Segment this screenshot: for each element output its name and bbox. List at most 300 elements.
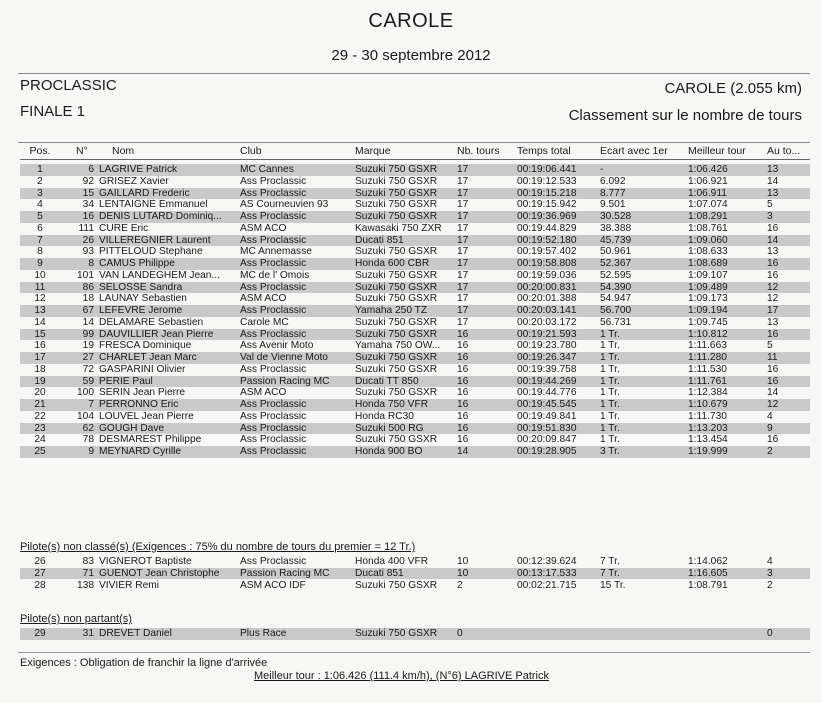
cell-temps: 00:13:17.533: [517, 567, 577, 579]
cell-num: 31: [82, 628, 94, 639]
cell-club: ASM ACO: [240, 293, 287, 305]
table-row: [20, 293, 810, 305]
cell-ecart: 1 Tr.: [600, 422, 620, 434]
table-row: [20, 376, 810, 388]
table-header: [20, 146, 810, 160]
cell-pos: 10: [34, 269, 46, 281]
cell-autour: 4: [767, 556, 773, 567]
cell-nom: DAUVILLIER Jean Pierre: [99, 328, 214, 340]
cell-tours: 17: [457, 316, 469, 328]
cell-autour: 16: [767, 363, 779, 375]
cell-temps: 00:19:44.829: [517, 222, 577, 234]
cell-tours: 10: [457, 567, 469, 579]
cell-pos: 4: [37, 199, 43, 211]
cell-autour: 16: [767, 258, 779, 269]
ranking-label: Classement sur le nombre de tours: [568, 107, 802, 124]
cell-marque: Honda RC30: [355, 410, 414, 422]
cell-club: Ass Proclassic: [240, 258, 307, 269]
table-row: [20, 235, 810, 247]
cell-autour: 17: [767, 305, 779, 316]
table-row: [20, 258, 810, 270]
cell-autour: 9: [767, 422, 773, 434]
cell-pos: 8: [37, 246, 43, 258]
cell-club: Plus Race: [240, 628, 287, 639]
table-row: [20, 317, 810, 329]
cell-autour: 5: [767, 340, 773, 352]
table-row: [20, 556, 810, 568]
cell-pos: 2: [37, 175, 43, 187]
cell-num: 71: [82, 567, 94, 579]
cell-temps: 00:19:49.841: [517, 410, 577, 422]
cell-tours: 16: [457, 340, 469, 352]
cell-meilleur: 1:10.679: [688, 399, 728, 410]
cell-autour: 14: [767, 387, 779, 399]
cell-pos: 28: [34, 579, 46, 591]
cell-autour: 16: [767, 375, 779, 387]
cell-marque: Honda 600 CBR: [355, 258, 430, 269]
cell-ecart: 6.092: [600, 175, 626, 187]
cell-autour: 16: [767, 222, 779, 234]
event-dates: 29 - 30 septembre 2012: [331, 47, 491, 64]
table-row: [20, 188, 810, 200]
cell-marque: Suzuki 750 GSXR: [355, 628, 438, 639]
cell-meilleur: 1:19.999: [688, 446, 728, 457]
cell-num: 18: [82, 293, 94, 305]
cell-num: 8: [88, 258, 94, 269]
cell-meilleur: 1:07.074: [688, 199, 728, 211]
divider: [18, 73, 810, 74]
cell-num: 86: [82, 281, 94, 293]
cell-nom: DREVET Daniel: [99, 628, 172, 639]
cell-temps: 00:20:01.388: [517, 293, 577, 305]
cell-ecart: 52.367: [600, 258, 632, 269]
cell-autour: 3: [767, 567, 773, 579]
table-row: [20, 364, 810, 376]
cell-pos: 7: [37, 234, 43, 246]
table-row: [20, 246, 810, 258]
cell-autour: 2: [767, 446, 773, 457]
cell-tours: 16: [457, 410, 469, 422]
cell-autour: 14: [767, 234, 779, 246]
cell-tours: 16: [457, 434, 469, 446]
cell-tours: 17: [457, 164, 469, 175]
cell-temps: 00:19:39.758: [517, 363, 577, 375]
cell-pos: 29: [34, 628, 46, 639]
col-num: N°: [76, 146, 88, 157]
cell-tours: 16: [457, 399, 469, 410]
cell-club: ASM ACO: [240, 387, 287, 399]
cell-pos: 5: [37, 211, 43, 222]
cell-temps: 00:02:21.715: [517, 579, 577, 591]
cell-num: 6: [88, 164, 94, 175]
cell-temps: 00:12:39.624: [517, 556, 577, 567]
category-label: PROCLASSIC: [20, 77, 117, 94]
cell-temps: 00:20:03.172: [517, 316, 577, 328]
cell-ecart: 56.700: [600, 305, 632, 316]
cell-nom: GAILLARD Frederic: [99, 187, 190, 199]
cell-marque: Suzuki 750 GSXR: [355, 328, 438, 340]
cell-marque: Yamaha 750 OW...: [355, 340, 441, 352]
cell-club: MC Annemasse: [240, 246, 312, 258]
cell-nom: VIVIER Remi: [99, 579, 160, 591]
cell-autour: 13: [767, 246, 779, 258]
cell-tours: 2: [457, 579, 463, 591]
cell-club: MC de l' Omois: [240, 269, 310, 281]
cell-marque: Suzuki 750 GSXR: [355, 352, 438, 363]
cell-meilleur: 1:08.633: [688, 246, 728, 258]
cell-ecart: 1 Tr.: [600, 387, 620, 399]
table-row: [20, 340, 810, 352]
col-nom: Nom: [112, 146, 135, 157]
cell-temps: 00:19:44.269: [517, 375, 577, 387]
cell-nom: PERIE Paul: [99, 375, 153, 387]
cell-temps: 00:19:28.905: [517, 446, 577, 457]
cell-meilleur: 1:11.663: [688, 340, 727, 352]
cell-marque: Suzuki 750 GSXR: [355, 281, 438, 293]
cell-meilleur: 1:08.791: [688, 579, 728, 591]
cell-nom: CHARLET Jean Marc: [99, 352, 197, 363]
cell-temps: 00:20:09.847: [517, 434, 577, 446]
cell-temps: 00:19:59.036: [517, 269, 577, 281]
cell-temps: 00:19:21.593: [517, 328, 577, 340]
cell-ecart: 7 Tr.: [600, 567, 620, 579]
cell-ecart: 1 Tr.: [600, 352, 620, 363]
cell-pos: 22: [34, 410, 46, 422]
cell-ecart: 1 Tr.: [600, 434, 620, 446]
exigences-note: Exigences : Obligation de franchir la ligne d'arrivée: [20, 657, 268, 669]
cell-autour: 13: [767, 164, 779, 175]
cell-temps: 00:19:06.441: [517, 164, 577, 175]
cell-nom: VILLEREGNIER Laurent: [99, 234, 211, 246]
cell-marque: Honda 400 VFR: [355, 556, 429, 567]
cell-num: 9: [88, 446, 94, 457]
cell-meilleur: 1:10.812: [688, 328, 728, 340]
cell-pos: 3: [37, 187, 43, 199]
cell-tours: 17: [457, 258, 469, 269]
cell-marque: Suzuki 750 GSXR: [355, 293, 438, 305]
cell-marque: Suzuki 750 GSXR: [355, 164, 438, 175]
col-temps: Temps total: [517, 146, 571, 157]
cell-tours: 14: [457, 446, 469, 457]
cell-ecart: 38.388: [600, 222, 632, 234]
cell-nom: CAMUS Philippe: [99, 258, 175, 269]
cell-marque: Suzuki 500 RG: [355, 422, 424, 434]
cell-nom: MEYNARD Cyrille: [99, 446, 182, 457]
cell-club: Ass Proclassic: [240, 211, 307, 222]
col-tours: Nb. tours: [457, 146, 500, 157]
cell-nom: LAGRIVE Patrick: [99, 164, 178, 175]
cell-meilleur: 1:09.194: [688, 305, 728, 316]
cell-ecart: 52.595: [600, 269, 632, 281]
cell-meilleur: 1:11.280: [688, 352, 727, 363]
cell-club: Ass Proclassic: [240, 281, 307, 293]
cell-marque: Suzuki 750 GSXR: [355, 316, 438, 328]
cell-meilleur: 1:08.291: [688, 211, 728, 222]
table-row: [20, 211, 810, 223]
cell-nom: LENTAIGNE Emmanuel: [99, 199, 208, 211]
cell-meilleur: 1:09.745: [688, 316, 728, 328]
cell-tours: 17: [457, 246, 469, 258]
cell-autour: 16: [767, 328, 779, 340]
cell-num: 101: [77, 269, 94, 281]
table-row: [20, 223, 810, 235]
cell-marque: Kawasaki 750 ZXR: [355, 222, 442, 234]
cell-autour: 13: [767, 187, 779, 199]
cell-num: 34: [82, 199, 94, 211]
cell-meilleur: 1:06.911: [688, 187, 727, 199]
cell-marque: Suzuki 750 GSXR: [355, 211, 438, 222]
cell-tours: 17: [457, 305, 469, 316]
cell-temps: 00:19:15.942: [517, 199, 577, 211]
non-classified-title: Pilote(s) non classé(s) (Exigences : 75% du nombre de tours du premier = 12 Tr.): [20, 541, 416, 553]
cell-meilleur: 1:13.454: [688, 434, 728, 446]
cell-num: 104: [77, 410, 94, 422]
cell-temps: 00:19:44.776: [517, 387, 577, 399]
cell-club: Ass Proclassic: [240, 556, 307, 567]
cell-ecart: 56.731: [600, 316, 632, 328]
cell-nom: GASPARINI Olivier: [99, 363, 186, 375]
cell-pos: 15: [34, 328, 46, 340]
cell-num: 26: [82, 234, 94, 246]
cell-nom: DESMAREST Philippe: [99, 434, 202, 446]
cell-marque: Suzuki 750 GSXR: [355, 579, 438, 591]
cell-club: Carole MC: [240, 316, 289, 328]
cell-temps: 00:19:45.545: [517, 399, 577, 410]
cell-nom: DELAMARE Sebastien: [99, 316, 204, 328]
cell-club: Passion Racing MC: [240, 567, 330, 579]
cell-temps: 00:19:26.347: [517, 352, 577, 363]
cell-nom: CURE Eric: [99, 222, 149, 234]
cell-tours: 17: [457, 281, 469, 293]
cell-nom: VAN LANDEGHEM Jean...: [99, 269, 220, 281]
cell-tours: 16: [457, 422, 469, 434]
cell-num: 27: [82, 352, 94, 363]
table-row: [20, 305, 810, 317]
cell-pos: 6: [37, 222, 43, 234]
cell-meilleur: 1:14.062: [688, 556, 728, 567]
cell-meilleur: 1:08.689: [688, 258, 728, 269]
divider: [18, 142, 810, 143]
cell-tours: 10: [457, 556, 469, 567]
cell-pos: 14: [34, 316, 46, 328]
cell-pos: 23: [34, 422, 46, 434]
divider: [18, 652, 810, 653]
cell-pos: 18: [34, 363, 46, 375]
cell-marque: Suzuki 750 GSXR: [355, 363, 438, 375]
cell-ecart: 8.777: [600, 187, 626, 199]
cell-club: Ass Avenir Moto: [240, 340, 314, 352]
cell-pos: 21: [34, 399, 46, 410]
cell-pos: 9: [37, 258, 43, 269]
cell-nom: PERRONNO Eric: [99, 399, 179, 410]
cell-club: ASM ACO: [240, 222, 287, 234]
table-row: [20, 270, 810, 282]
cell-nom: PITTELOUD Stephane: [99, 246, 203, 258]
cell-club: Val de Vienne Moto: [240, 352, 328, 363]
cell-temps: 00:19:51.830: [517, 422, 577, 434]
cell-nom: DENIS LUTARD Dominiq...: [99, 211, 222, 222]
cell-club: Ass Proclassic: [240, 422, 307, 434]
cell-temps: 00:19:23.780: [517, 340, 577, 352]
table-row: [20, 329, 810, 341]
cell-tours: 17: [457, 222, 469, 234]
cell-nom: VIGNEROT Baptiste: [99, 556, 192, 567]
cell-club: Ass Proclassic: [240, 363, 307, 375]
cell-club: Passion Racing MC: [240, 375, 330, 387]
cell-marque: Ducati TT 850: [355, 375, 419, 387]
col-meilleur: Meilleur tour: [688, 146, 746, 157]
cell-ecart: 54.947: [600, 293, 632, 305]
cell-meilleur: 1:08.761: [688, 222, 728, 234]
cell-marque: Yamaha 250 TZ: [355, 305, 428, 316]
cell-tours: 16: [457, 375, 469, 387]
cell-tours: 0: [457, 628, 463, 639]
cell-meilleur: 1:11.530: [688, 363, 727, 375]
cell-num: 99: [82, 328, 94, 340]
cell-club: AS Courneuvien 93: [240, 199, 329, 211]
circuit-label: CAROLE (2.055 km): [664, 80, 802, 97]
cell-pos: 25: [34, 446, 46, 457]
cell-ecart: 1 Tr.: [600, 340, 620, 352]
cell-pos: 11: [34, 281, 46, 293]
cell-nom: SELOSSE Sandra: [99, 281, 183, 293]
cell-pos: 24: [34, 434, 46, 446]
cell-ecart: -: [600, 164, 604, 175]
table-row: [20, 434, 810, 446]
cell-ecart: 1 Tr.: [600, 328, 620, 340]
cell-temps: 00:19:57.402: [517, 246, 577, 258]
cell-marque: Honda 900 BO: [355, 446, 423, 457]
cell-marque: Ducati 851: [355, 567, 404, 579]
cell-club: Ass Proclassic: [240, 328, 307, 340]
cell-nom: FRESCA Dominique: [99, 340, 192, 352]
cell-pos: 17: [34, 352, 46, 363]
cell-meilleur: 1:09.060: [688, 234, 728, 246]
cell-ecart: 1 Tr.: [600, 363, 620, 375]
cell-nom: LOUVEL Jean Pierre: [99, 410, 194, 422]
cell-pos: 12: [34, 293, 46, 305]
cell-autour: 2: [767, 579, 773, 591]
cell-meilleur: 1:09.173: [688, 293, 728, 305]
cell-marque: Suzuki 750 GSXR: [355, 269, 438, 281]
cell-marque: Suzuki 750 GSXR: [355, 199, 438, 211]
cell-club: Ass Proclassic: [240, 305, 307, 316]
cell-club: Ass Proclassic: [240, 187, 307, 199]
table-row: [20, 628, 810, 640]
cell-meilleur: 1:09.489: [688, 281, 728, 293]
cell-nom: SERIN Jean Pierre: [99, 387, 186, 399]
cell-num: 7: [88, 399, 94, 410]
cell-num: 100: [77, 387, 94, 399]
cell-marque: Suzuki 750 GSXR: [355, 246, 438, 258]
cell-num: 93: [82, 246, 94, 258]
cell-pos: 1: [37, 164, 43, 175]
cell-tours: 17: [457, 293, 469, 305]
cell-ecart: 54.390: [600, 281, 632, 293]
col-autour: Au to...: [767, 146, 801, 157]
cell-autour: 3: [767, 211, 773, 222]
cell-pos: 19: [34, 375, 46, 387]
cell-autour: 0: [767, 628, 773, 639]
cell-nom: GRISEZ Xavier: [99, 175, 169, 187]
cell-autour: 16: [767, 269, 779, 281]
cell-club: ASM ACO IDF: [240, 579, 306, 591]
col-marque: Marque: [355, 146, 391, 157]
cell-pos: 20: [34, 387, 46, 399]
cell-marque: Suzuki 750 GSXR: [355, 175, 438, 187]
cell-meilleur: 1:16.605: [688, 567, 728, 579]
cell-marque: Suzuki 750 GSXR: [355, 187, 438, 199]
best-lap-note: Meilleur tour : 1:06.426 (111.4 km/h), (N°6) LAGRIVE Patrick: [254, 670, 549, 682]
cell-temps: 00:19:58.808: [517, 258, 577, 269]
cell-tours: 16: [457, 352, 469, 363]
cell-ecart: 3 Tr.: [600, 446, 620, 457]
table-row: [20, 282, 810, 294]
cell-num: 138: [77, 579, 94, 591]
table-row: [20, 352, 810, 364]
cell-ecart: 15 Tr.: [600, 579, 626, 591]
cell-autour: 16: [767, 434, 779, 446]
cell-autour: 14: [767, 175, 779, 187]
cell-pos: 26: [34, 556, 46, 567]
table-row: [20, 580, 810, 592]
cell-num: 14: [82, 316, 94, 328]
cell-tours: 17: [457, 211, 469, 222]
table-row: [20, 568, 810, 580]
cell-ecart: 9.501: [600, 199, 626, 211]
cell-tours: 17: [457, 199, 469, 211]
table-row: [20, 423, 810, 435]
cell-num: 83: [82, 556, 94, 567]
cell-num: 72: [82, 363, 94, 375]
cell-nom: LAUNAY Sebastien: [99, 293, 187, 305]
table-row: [20, 411, 810, 423]
col-club: Club: [240, 146, 262, 157]
cell-marque: Honda 750 VFR: [355, 399, 429, 410]
cell-ecart: 1 Tr.: [600, 410, 620, 422]
col-ecart: Ecart avec 1er: [600, 146, 668, 157]
cell-autour: 13: [767, 316, 779, 328]
cell-ecart: 30.528: [600, 211, 632, 222]
cell-ecart: 1 Tr.: [600, 375, 620, 387]
cell-temps: 00:19:15.218: [517, 187, 577, 199]
cell-temps: 00:20:03.141: [517, 305, 577, 316]
cell-nom: GOUGH Dave: [99, 422, 165, 434]
table-row: [20, 164, 810, 176]
col-pos: Pos.: [29, 146, 51, 157]
cell-autour: 12: [767, 281, 779, 293]
cell-club: Ass Proclassic: [240, 446, 307, 457]
cell-tours: 17: [457, 269, 469, 281]
cell-num: 62: [82, 422, 94, 434]
table-row: [20, 446, 810, 458]
table-row: [20, 176, 810, 188]
cell-ecart: 45.739: [600, 234, 632, 246]
cell-tours: 17: [457, 175, 469, 187]
cell-num: 15: [82, 187, 94, 199]
cell-num: 92: [82, 175, 94, 187]
cell-temps: 00:19:52.180: [517, 234, 577, 246]
cell-autour: 5: [767, 199, 773, 211]
cell-num: 67: [82, 305, 94, 316]
cell-club: MC Cannes: [240, 164, 294, 175]
non-starters-title: Pilote(s) non partant(s): [20, 613, 132, 625]
cell-club: Ass Proclassic: [240, 175, 307, 187]
cell-num: 19: [82, 340, 94, 352]
cell-meilleur: 1:06.921: [688, 175, 728, 187]
cell-meilleur: 1:09.107: [688, 269, 728, 281]
cell-marque: Ducati 851: [355, 234, 404, 246]
